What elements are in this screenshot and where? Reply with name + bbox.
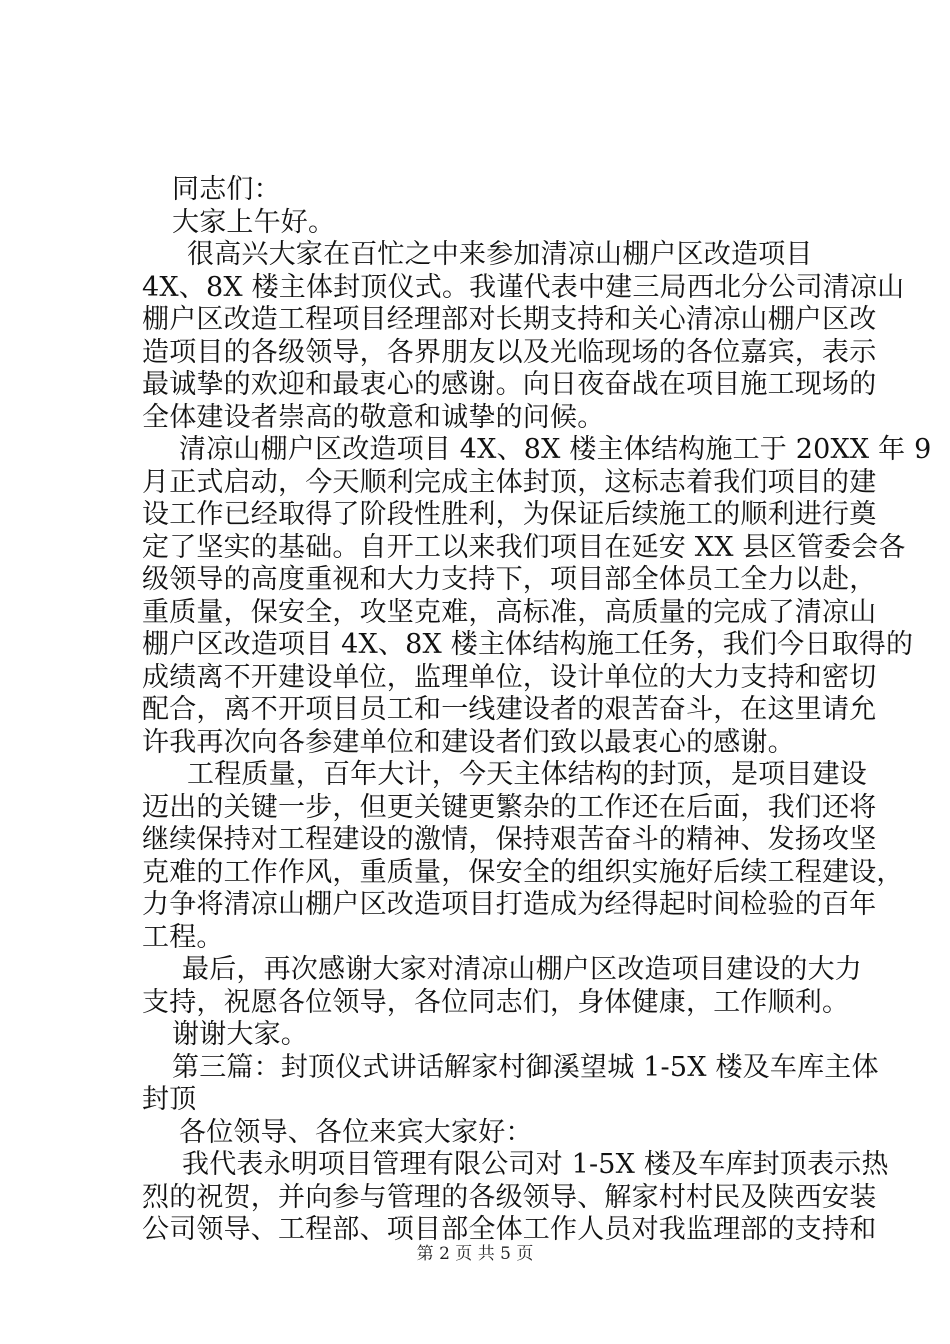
text-line: 级领导的高度重视和大力支持下，项目部全体员工全力以赴， [142,564,877,595]
text-line: 烈的祝贺，并向参与管理的各级领导、解家村村民及陕西安装 [142,1181,877,1213]
text-line: 4X、8X 楼主体封顶仪式。我谨代表中建三局西北分公司清凉山 [142,271,905,303]
text-line: 各位领导、各位来宾大家好： [179,1116,533,1148]
text-line: 工程质量，百年大计，今天主体结构的封顶，是项目建设 [187,759,867,790]
text-line: 重质量，保安全，攻坚克难，高标准，高质量的完成了清凉山 [142,596,877,628]
text-line: 公司领导、工程部、项目部全体工作人员对我监理部的支持和 [142,1214,877,1245]
text-line: 设工作已经取得了阶段性胜利，为保证后续施工的顺利进行奠 [142,499,877,530]
text-line: 清凉山棚户区改造项目 4X、8X 楼主体结构施工于 20XX 年 9 [179,434,932,465]
text-line: 同志们： [172,174,281,205]
section-heading: 封顶 [142,1084,197,1115]
text-line: 最后，再次感谢大家对清凉山棚户区改造项目建设的大力 [182,954,862,985]
text-line: 月正式启动，今天顺利完成主体封顶，这标志着我们项目的建 [142,466,877,498]
text-line: 定了坚实的基础。自开工以来我们项目在延安 XX 县区管委会各 [142,531,906,563]
text-line: 棚户区改造项目 4X、8X 楼主体结构施工任务，我们今日取得的 [142,629,914,660]
text-line: 很高兴大家在百忙之中来参加清凉山棚户区改造项目 [187,239,813,270]
section-heading: 第三篇：封顶仪式讲话解家村御溪望城 1-5X 楼及车库主体 [172,1051,879,1083]
text-line: 配合，离不开项目员工和一线建设者的艰苦奋斗，在这里请允 [142,694,877,725]
page-number-footer: 第 2 页 共 5 页 [416,1244,534,1264]
text-line: 最诚挚的欢迎和最衷心的感谢。向日夜奋战在项目施工现场的 [142,369,877,400]
text-line: 工程。 [142,921,224,953]
text-line: 迈出的关键一步，但更关键更繁杂的工作还在后面，我们还将 [142,791,877,823]
text-line: 克难的工作作风，重质量，保安全的组织实施好后续工程建设， [142,856,904,888]
text-line: 谢谢大家。 [172,1019,308,1050]
document-body [142,174,932,1247]
text-line: 我代表永明项目管理有限公司对 1-5X 楼及车库封顶表示热 [182,1149,889,1180]
text-line: 成绩离不开建设单位，监理单位，设计单位的大力支持和密切 [142,661,877,693]
text-line: 大家上午好。 [172,206,336,238]
text-line: 继续保持对工程建设的激情，保持艰苦奋斗的精神、发扬攻坚 [142,824,877,855]
text-line: 造项目的各级领导，各界朋友以及光临现场的各位嘉宾，表示 [142,336,877,368]
text-line: 支持，祝愿各位领导，各位同志们，身体健康，工作顺利。 [142,986,850,1018]
text-line: 力争将清凉山棚户区改造项目打造成为经得起时间检验的百年 [142,889,877,920]
text-line: 全体建设者崇高的敬意和诚挚的问候。 [142,401,605,433]
text-line: 许我再次向各参建单位和建设者们致以最衷心的感谢。 [142,726,795,758]
text-line: 棚户区改造工程项目经理部对长期支持和关心清凉山棚户区改 [142,304,877,335]
